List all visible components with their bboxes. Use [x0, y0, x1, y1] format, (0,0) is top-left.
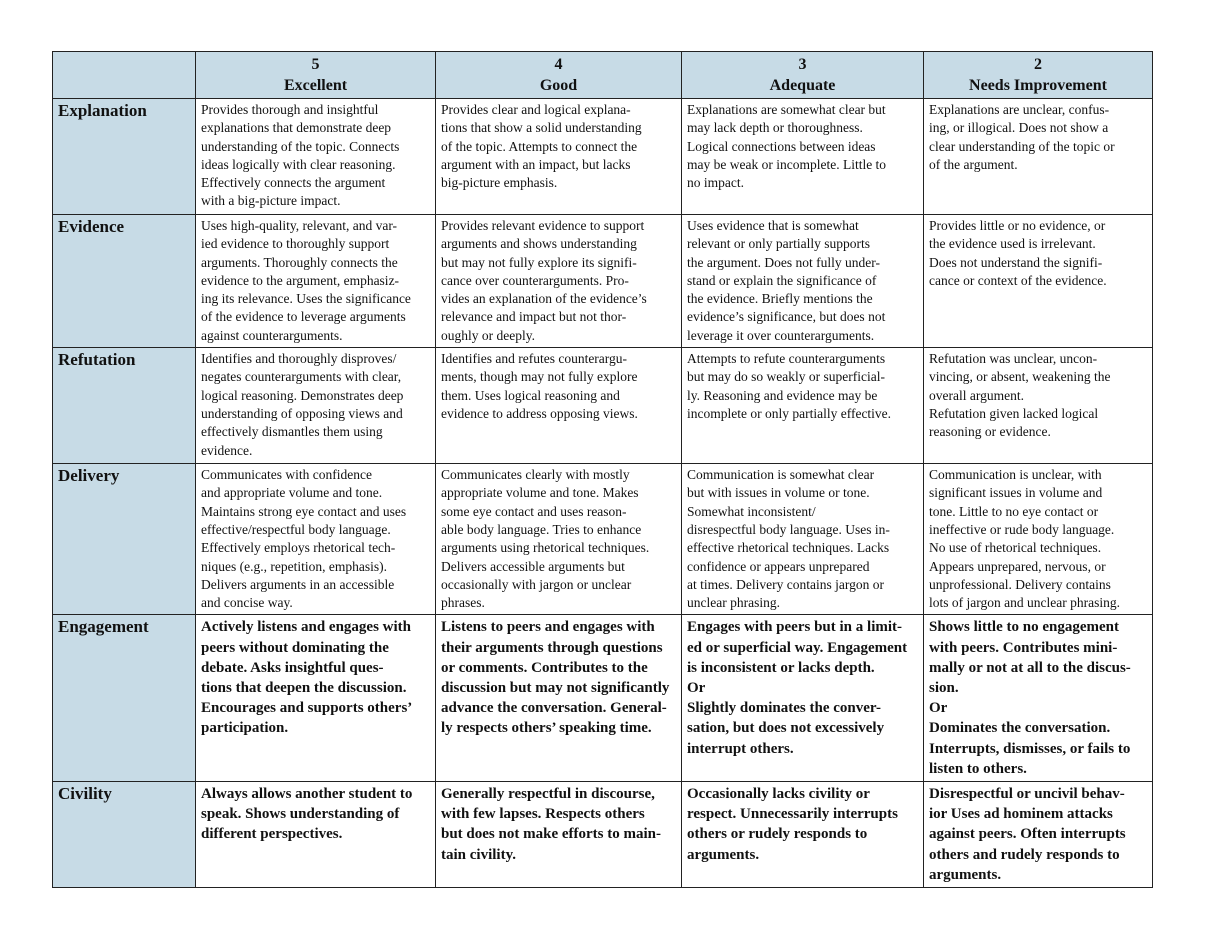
descriptor-line: ideas logically with clear reasoning. — [201, 156, 396, 172]
descriptor-line: unprofessional. Delivery contains — [929, 576, 1111, 592]
descriptor-line: but does not make efforts to main- — [441, 826, 661, 843]
descriptor-line: phrases. — [441, 595, 485, 611]
descriptor-line: evidence. — [201, 442, 253, 458]
descriptor-line: Provides relevant evidence to support — [441, 218, 645, 233]
descriptor-line: logical reasoning. Demonstrates deep — [201, 387, 404, 403]
rubric-table — [52, 51, 1153, 888]
descriptor-line: tions that deepen the discussion. — [201, 680, 407, 697]
row-delivery — [53, 464, 1153, 615]
descriptor-line: the evidence. Briefly mentions the — [687, 291, 873, 307]
descriptor-cell — [682, 215, 924, 348]
descriptor-cell — [196, 99, 436, 215]
descriptor-line: relevant or only partially supports — [687, 236, 870, 252]
descriptor-line: but may do so weakly or superficial- — [687, 369, 885, 385]
descriptor-line: them. Uses logical reasoning and — [441, 387, 620, 403]
descriptor-line: with peers. Contributes mini- — [929, 639, 1118, 656]
header-label: Adequate — [769, 77, 836, 94]
row-explanation — [53, 99, 1153, 215]
descriptor-line: Actively listens and engages with — [201, 619, 411, 636]
descriptor-cell — [924, 348, 1153, 464]
descriptor-cell — [682, 464, 924, 615]
descriptor-line: Occasionally lacks civility or — [687, 786, 870, 803]
descriptor-line: of the argument. — [929, 156, 1018, 172]
header-label: Excellent — [283, 77, 348, 94]
descriptor-line: Communicates with confidence — [201, 467, 372, 483]
descriptor-line: effective rhetorical techniques. Lacks — [687, 540, 890, 556]
criterion-label: Refutation — [53, 348, 196, 464]
criterion-label: Civility — [53, 782, 196, 888]
row-refutation — [53, 348, 1153, 464]
descriptor-line: mally or not at all to the discus- — [929, 659, 1131, 676]
descriptor-line: unclear phrasing. — [687, 595, 780, 611]
descriptor-cell — [196, 615, 436, 782]
descriptor-line: Provides clear and logical explana- — [441, 102, 631, 117]
descriptor-line: Effectively employs rhetorical tech- — [201, 540, 396, 556]
descriptor-line: Provides little or no evidence, or — [929, 218, 1106, 233]
descriptor-cell — [436, 464, 682, 615]
descriptor-line: Maintains strong eye contact and uses — [201, 503, 407, 519]
descriptor-line: participation. — [201, 720, 289, 737]
descriptor-line: Refutation was unclear, uncon- — [929, 351, 1098, 367]
descriptor-line: Engages with peers but in a limit- — [687, 619, 903, 636]
descriptor-line: Disrespectful or uncivil behav- — [929, 786, 1125, 803]
descriptor-line: Appears unprepared, nervous, or — [929, 558, 1106, 574]
header-score: 4 — [554, 56, 563, 73]
descriptor-line: tain civility. — [441, 846, 516, 863]
descriptor-line: stand or explain the significance of — [687, 272, 877, 288]
descriptor-line: sion. — [929, 680, 959, 697]
descriptor-line: Listens to peers and engages with — [441, 619, 655, 636]
descriptor-line: Shows little to no engagement — [929, 619, 1119, 636]
header-score: 2 — [1034, 56, 1042, 73]
descriptor-line: Or — [687, 680, 706, 697]
descriptor-line: Explanations are somewhat clear but — [687, 102, 886, 117]
descriptor-line: argument with an impact, but lacks — [441, 156, 631, 172]
descriptor-line: others or rudely responds to — [687, 826, 868, 843]
descriptor-line: oughly or deeply. — [441, 327, 535, 343]
descriptor-line: understanding of opposing views and — [201, 405, 403, 421]
descriptor-line: advance the conversation. General- — [441, 700, 667, 717]
descriptor-line: relevance and impact but not thor- — [441, 309, 627, 325]
descriptor-line: clear understanding of the topic or — [929, 138, 1115, 154]
descriptor-cell — [924, 782, 1153, 888]
descriptor-line: lots of jargon and unclear phrasing. — [929, 595, 1120, 611]
descriptor-line: confidence or appears unprepared — [687, 558, 870, 574]
descriptor-line: speak. Shows understanding of — [201, 806, 400, 823]
descriptor-line: negates counterarguments with clear, — [201, 369, 402, 385]
descriptor-cell — [682, 99, 924, 215]
descriptor-line: Communication is unclear, with — [929, 467, 1102, 483]
descriptor-cell — [436, 215, 682, 348]
descriptor-line: their arguments through questions — [441, 639, 663, 656]
descriptor-line: ing, or illogical. Does not show a — [929, 120, 1109, 136]
descriptor-line: discussion but may not significantly — [441, 680, 670, 697]
criterion-label: Explanation — [53, 99, 196, 215]
descriptor-line: and appropriate volume and tone. — [201, 485, 383, 501]
descriptor-line: significant issues in volume and — [929, 485, 1103, 501]
descriptor-line: Attempts to refute counterarguments — [687, 351, 886, 367]
descriptor-line: incomplete or only partially effective. — [687, 405, 892, 421]
descriptor-line: the argument. Does not fully under- — [687, 254, 880, 270]
descriptor-line: respect. Unnecessarily interrupts — [687, 806, 898, 823]
header-row — [53, 52, 1153, 99]
descriptor-line: arguments. — [687, 846, 760, 863]
descriptor-line: some eye contact and uses reason- — [441, 503, 627, 519]
descriptor-line: effectively dismantles them using — [201, 424, 383, 440]
descriptor-line: arguments using rhetorical techniques. — [441, 540, 650, 556]
descriptor-line: different perspectives. — [201, 826, 343, 843]
descriptor-line: is inconsistent or lacks depth. — [687, 659, 875, 676]
descriptor-line: effective/respectful body language. — [201, 521, 391, 537]
descriptor-line: ed or superficial way. Engagement — [687, 639, 908, 656]
descriptor-line: Somewhat inconsistent/ — [687, 503, 816, 519]
descriptor-cell — [924, 615, 1153, 782]
descriptor-line: ied evidence to thoroughly support — [201, 236, 390, 252]
descriptor-line: of the topic. Attempts to connect the — [441, 138, 638, 154]
descriptor-line: appropriate volume and tone. Makes — [441, 485, 639, 501]
descriptor-cell — [924, 464, 1153, 615]
descriptor-line: cance over counterarguments. Pro- — [441, 272, 629, 288]
descriptor-cell — [196, 464, 436, 615]
header-label: Good — [539, 77, 578, 94]
descriptor-line: Encourages and supports others’ — [201, 700, 413, 717]
descriptor-line: Dominates the conversation. — [929, 720, 1111, 737]
descriptor-cell — [196, 782, 436, 888]
descriptor-line: Always allows another student to — [201, 786, 413, 803]
descriptor-line: sation, but does not excessively — [687, 720, 885, 737]
descriptor-line: debate. Asks insightful ques- — [201, 659, 384, 676]
header-cell-adequate — [682, 52, 924, 99]
descriptor-cell — [436, 782, 682, 888]
descriptor-line: ior Uses ad hominem attacks — [929, 806, 1113, 823]
row-civility — [53, 782, 1153, 888]
descriptor-cell — [436, 99, 682, 215]
descriptor-line: ly respects others’ speaking time. — [441, 720, 652, 737]
header-cell-excellent — [196, 52, 436, 99]
descriptor-line: Delivers arguments in an accessible — [201, 576, 395, 592]
header-corner-cell — [53, 52, 196, 99]
descriptor-line: interrupt others. — [687, 740, 794, 757]
descriptor-line: occasionally with jargon or unclear — [441, 576, 632, 592]
descriptor-line: vides an explanation of the evidence’s — [441, 291, 647, 307]
descriptor-line: Refutation given lacked logical — [929, 405, 1099, 421]
descriptor-line: ly. Reasoning and evidence may be — [687, 387, 878, 403]
descriptor-line: with few lapses. Respects others — [441, 806, 645, 823]
descriptor-line: peers without dominating the — [201, 639, 389, 656]
descriptor-line: against peers. Often interrupts — [929, 826, 1126, 843]
row-engagement — [53, 615, 1153, 782]
descriptor-line: Generally respectful in discourse, — [441, 786, 655, 803]
descriptor-line: Communication is somewhat clear — [687, 467, 875, 483]
descriptor-line: arguments and shows understanding — [441, 236, 637, 252]
descriptor-line: Communicates clearly with mostly — [441, 467, 630, 483]
descriptor-line: Interrupts, dismisses, or fails to — [929, 740, 1131, 757]
descriptor-line: may lack depth or thoroughness. — [687, 120, 863, 136]
descriptor-line: vincing, or absent, weakening the — [929, 369, 1111, 385]
descriptor-line: no impact. — [687, 175, 744, 191]
criterion-label: Evidence — [53, 215, 196, 348]
descriptor-line: evidence to address opposing views. — [441, 405, 638, 421]
descriptor-line: arguments. — [929, 866, 1002, 883]
descriptor-line: the evidence used is irrelevant. — [929, 236, 1096, 252]
descriptor-line: Does not understand the signifi- — [929, 254, 1103, 270]
descriptor-line: overall argument. — [929, 387, 1024, 403]
descriptor-line: niques (e.g., repetition, emphasis). — [201, 558, 387, 574]
descriptor-line: Uses evidence that is somewhat — [687, 218, 859, 233]
header-cell-good — [436, 52, 682, 99]
descriptor-line: Logical connections between ideas — [687, 138, 876, 154]
descriptor-cell — [196, 215, 436, 348]
descriptor-cell — [682, 615, 924, 782]
descriptor-line: Effectively connects the argument — [201, 175, 386, 191]
descriptor-line: others and rudely responds to — [929, 846, 1120, 863]
row-evidence — [53, 215, 1153, 348]
descriptor-line: but may not fully explore its signifi- — [441, 254, 637, 270]
criterion-label: Delivery — [53, 464, 196, 615]
descriptor-line: reasoning or evidence. — [929, 424, 1051, 440]
descriptor-line: with a big-picture impact. — [201, 193, 341, 209]
header-cell-needs-improvement — [924, 52, 1153, 99]
descriptor-line: disrespectful body language. Uses in- — [687, 521, 890, 537]
descriptor-cell — [924, 99, 1153, 215]
descriptor-line: may be weak or incomplete. Little to — [687, 156, 887, 172]
descriptor-line: listen to others. — [929, 760, 1027, 777]
descriptor-line: Slightly dominates the conver- — [687, 700, 882, 717]
descriptor-line: understanding of the topic. Connects — [201, 138, 400, 154]
descriptor-line: ineffective or rude body language. — [929, 521, 1115, 537]
descriptor-line: ing its relevance. Uses the significance — [201, 291, 411, 307]
descriptor-line: of the evidence to leverage arguments — [201, 309, 406, 325]
descriptor-cell — [682, 782, 924, 888]
descriptor-line: Explanations are unclear, confus- — [929, 102, 1110, 117]
descriptor-line: and concise way. — [201, 595, 293, 611]
descriptor-cell — [682, 348, 924, 464]
descriptor-line: arguments. Thoroughly connects the — [201, 254, 398, 270]
descriptor-line: Identifies and refutes counterargu- — [441, 351, 628, 367]
descriptor-cell — [196, 348, 436, 464]
descriptor-line: tone. Little to no eye contact or — [929, 503, 1099, 519]
descriptor-cell — [436, 615, 682, 782]
header-score: 5 — [311, 56, 320, 73]
descriptor-line: or comments. Contributes to the — [441, 659, 648, 676]
descriptor-line: against counterarguments. — [201, 327, 343, 343]
descriptor-line: but with issues in volume or tone. — [687, 485, 870, 501]
descriptor-line: No use of rhetorical techniques. — [929, 540, 1102, 556]
header-label: Needs Improvement — [969, 77, 1107, 94]
descriptor-line: Delivers accessible arguments but — [441, 558, 625, 574]
descriptor-line: tions that show a solid understanding — [441, 120, 642, 136]
descriptor-cell — [436, 348, 682, 464]
descriptor-line: able body language. Tries to enhance — [441, 521, 642, 537]
descriptor-line: big-picture emphasis. — [441, 175, 558, 191]
descriptor-line: Uses high-quality, relevant, and var- — [201, 218, 398, 233]
descriptor-line: explanations that demonstrate deep — [201, 120, 392, 136]
descriptor-line: Identifies and thoroughly disproves/ — [201, 351, 397, 367]
descriptor-line: Provides thorough and insightful — [201, 102, 379, 117]
descriptor-line: cance or context of the evidence. — [929, 272, 1107, 288]
descriptor-line: leverage it over counterarguments. — [687, 327, 875, 343]
descriptor-line: ments, though may not fully explore — [441, 369, 638, 385]
criterion-label: Engagement — [53, 615, 196, 782]
descriptor-line: evidence to the argument, emphasiz- — [201, 272, 400, 288]
descriptor-line: Or — [929, 700, 948, 717]
header-score: 3 — [798, 56, 807, 73]
descriptor-line: evidence’s significance, but does not — [687, 309, 886, 325]
descriptor-cell — [924, 215, 1153, 348]
descriptor-line: at times. Delivery contains jargon or — [687, 576, 884, 592]
